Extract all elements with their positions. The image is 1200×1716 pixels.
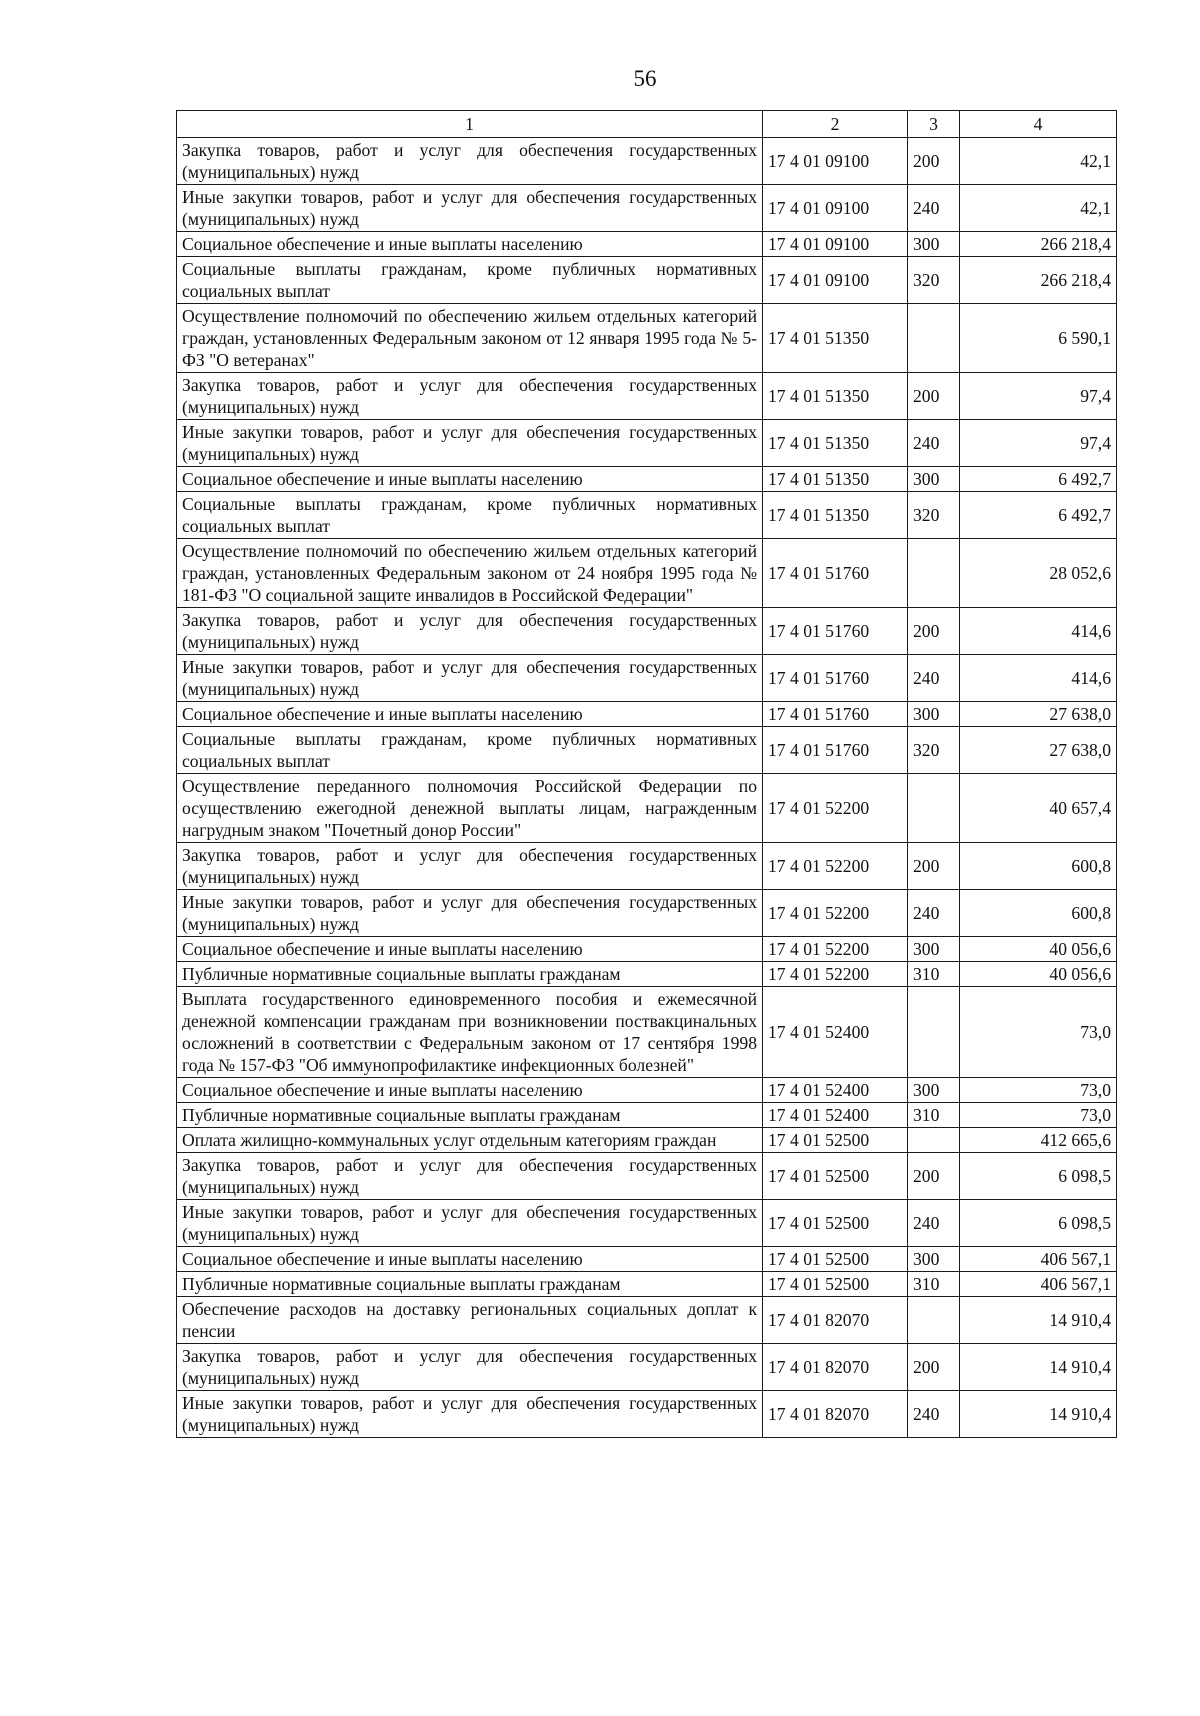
row-name-cell: Закупка товаров, работ и услуг для обеспечения государственных (муниципальных) нужд xyxy=(177,608,763,655)
table-row xyxy=(177,1078,1117,1103)
table-row xyxy=(177,727,1117,774)
row-name-cell: Иные закупки товаров, работ и услуг для обеспечения государственных (муниципальных) нужд xyxy=(177,890,763,937)
row-name-cell: Иные закупки товаров, работ и услуг для обеспечения государственных (муниципальных) нужд xyxy=(177,420,763,467)
row-kind-cell: 300 xyxy=(908,937,960,962)
row-sum-cell: 6 098,5 xyxy=(960,1200,1117,1247)
table-row xyxy=(177,539,1117,608)
row-kind-cell xyxy=(908,304,960,373)
row-name-cell: Обеспечение расходов на доставку региональных социальных доплат к пенсии xyxy=(177,1297,763,1344)
table-row xyxy=(177,232,1117,257)
row-kind-cell: 300 xyxy=(908,1247,960,1272)
row-sum-cell: 14 910,4 xyxy=(960,1297,1117,1344)
row-code-cell: 17 4 01 82070 xyxy=(763,1391,908,1438)
table-row xyxy=(177,373,1117,420)
table-row xyxy=(177,1103,1117,1128)
column-header-kind: 3 xyxy=(908,111,960,138)
row-code-cell: 17 4 01 52500 xyxy=(763,1272,908,1297)
row-sum-cell: 14 910,4 xyxy=(960,1391,1117,1438)
row-name-cell: Выплата государственного единовременного пособия и ежемесячной денежной компенсации гражданам при возникновении поствакцинальных осложнений в соответствии с Федеральным законом от 17 сентября 1998 года № 157-ФЗ "Об иммунопрофилактике инфекционных болезней" xyxy=(177,987,763,1078)
row-name-cell: Закупка товаров, работ и услуг для обеспечения государственных (муниципальных) нужд xyxy=(177,1344,763,1391)
row-sum-cell: 414,6 xyxy=(960,608,1117,655)
row-sum-cell: 27 638,0 xyxy=(960,702,1117,727)
row-sum-cell: 6 590,1 xyxy=(960,304,1117,373)
row-code-cell: 17 4 01 51760 xyxy=(763,727,908,774)
table-row xyxy=(177,304,1117,373)
row-code-cell: 17 4 01 52500 xyxy=(763,1247,908,1272)
row-kind-cell: 240 xyxy=(908,1391,960,1438)
row-code-cell: 17 4 01 09100 xyxy=(763,138,908,185)
row-name-cell: Иные закупки товаров, работ и услуг для обеспечения государственных (муниципальных) нужд xyxy=(177,1200,763,1247)
row-sum-cell: 40 657,4 xyxy=(960,774,1117,843)
row-kind-cell: 300 xyxy=(908,702,960,727)
row-kind-cell: 300 xyxy=(908,1078,960,1103)
row-sum-cell: 73,0 xyxy=(960,1103,1117,1128)
row-name-cell: Закупка товаров, работ и услуг для обеспечения государственных (муниципальных) нужд xyxy=(177,843,763,890)
row-code-cell: 17 4 01 51760 xyxy=(763,539,908,608)
row-sum-cell: 6 098,5 xyxy=(960,1153,1117,1200)
row-code-cell: 17 4 01 51350 xyxy=(763,420,908,467)
row-code-cell: 17 4 01 82070 xyxy=(763,1344,908,1391)
table-row xyxy=(177,987,1117,1078)
table-header-row xyxy=(177,111,1117,138)
table-row xyxy=(177,1128,1117,1153)
row-name-cell: Социальные выплаты гражданам, кроме публичных нормативных социальных выплат xyxy=(177,257,763,304)
row-name-cell: Закупка товаров, работ и услуг для обеспечения государственных (муниципальных) нужд xyxy=(177,373,763,420)
table-row xyxy=(177,1344,1117,1391)
row-name-cell: Иные закупки товаров, работ и услуг для обеспечения государственных (муниципальных) нужд xyxy=(177,655,763,702)
row-sum-cell: 42,1 xyxy=(960,185,1117,232)
table-row xyxy=(177,843,1117,890)
table-row xyxy=(177,890,1117,937)
table-row xyxy=(177,962,1117,987)
row-kind-cell: 320 xyxy=(908,492,960,539)
row-kind-cell xyxy=(908,774,960,843)
row-code-cell: 17 4 01 52400 xyxy=(763,1103,908,1128)
row-code-cell: 17 4 01 52200 xyxy=(763,962,908,987)
row-code-cell: 17 4 01 52500 xyxy=(763,1200,908,1247)
row-code-cell: 17 4 01 52500 xyxy=(763,1153,908,1200)
table-row xyxy=(177,1153,1117,1200)
table-row xyxy=(177,655,1117,702)
row-kind-cell: 200 xyxy=(908,1153,960,1200)
row-sum-cell: 28 052,6 xyxy=(960,539,1117,608)
row-code-cell: 17 4 01 51350 xyxy=(763,304,908,373)
row-sum-cell: 73,0 xyxy=(960,987,1117,1078)
row-code-cell: 17 4 01 52200 xyxy=(763,890,908,937)
table-row xyxy=(177,1247,1117,1272)
row-kind-cell: 200 xyxy=(908,843,960,890)
table-row xyxy=(177,492,1117,539)
column-header-sum: 4 xyxy=(960,111,1117,138)
row-kind-cell: 200 xyxy=(908,138,960,185)
row-sum-cell: 600,8 xyxy=(960,890,1117,937)
row-kind-cell: 310 xyxy=(908,962,960,987)
row-sum-cell: 42,1 xyxy=(960,138,1117,185)
row-name-cell: Социальное обеспечение и иные выплаты населению xyxy=(177,467,763,492)
row-name-cell: Социальные выплаты гражданам, кроме публичных нормативных социальных выплат xyxy=(177,492,763,539)
row-code-cell: 17 4 01 51350 xyxy=(763,467,908,492)
table-row xyxy=(177,702,1117,727)
row-kind-cell: 320 xyxy=(908,257,960,304)
row-name-cell: Осуществление полномочий по обеспечению жильем отдельных категорий граждан, установленных Федеральным законом от 24 ноября 1995 года № 181-ФЗ "О социальной защите инвалидов в Российской Федерации" xyxy=(177,539,763,608)
row-sum-cell: 40 056,6 xyxy=(960,937,1117,962)
row-sum-cell: 97,4 xyxy=(960,420,1117,467)
table-row xyxy=(177,774,1117,843)
row-sum-cell: 6 492,7 xyxy=(960,492,1117,539)
table-row xyxy=(177,608,1117,655)
row-code-cell: 17 4 01 09100 xyxy=(763,257,908,304)
table-row xyxy=(177,1391,1117,1438)
row-kind-cell: 240 xyxy=(908,420,960,467)
row-kind-cell: 240 xyxy=(908,655,960,702)
row-kind-cell: 200 xyxy=(908,1344,960,1391)
row-name-cell: Закупка товаров, работ и услуг для обеспечения государственных (муниципальных) нужд xyxy=(177,1153,763,1200)
row-code-cell: 17 4 01 52400 xyxy=(763,987,908,1078)
row-code-cell: 17 4 01 09100 xyxy=(763,232,908,257)
row-code-cell: 17 4 01 51760 xyxy=(763,702,908,727)
table-row xyxy=(177,1200,1117,1247)
row-sum-cell: 600,8 xyxy=(960,843,1117,890)
row-name-cell: Закупка товаров, работ и услуг для обеспечения государственных (муниципальных) нужд xyxy=(177,138,763,185)
row-kind-cell: 310 xyxy=(908,1272,960,1297)
row-code-cell: 17 4 01 51350 xyxy=(763,492,908,539)
row-sum-cell: 406 567,1 xyxy=(960,1247,1117,1272)
row-sum-cell: 14 910,4 xyxy=(960,1344,1117,1391)
row-kind-cell: 240 xyxy=(908,185,960,232)
table-row xyxy=(177,420,1117,467)
table-row xyxy=(177,1297,1117,1344)
budget-table xyxy=(176,110,1117,1438)
row-code-cell: 17 4 01 51350 xyxy=(763,373,908,420)
row-sum-cell: 266 218,4 xyxy=(960,232,1117,257)
row-kind-cell: 240 xyxy=(908,1200,960,1247)
row-name-cell: Иные закупки товаров, работ и услуг для обеспечения государственных (муниципальных) нужд xyxy=(177,185,763,232)
row-sum-cell: 406 567,1 xyxy=(960,1272,1117,1297)
row-name-cell: Публичные нормативные социальные выплаты гражданам xyxy=(177,1103,763,1128)
table-row xyxy=(177,185,1117,232)
row-name-cell: Социальные выплаты гражданам, кроме публичных нормативных социальных выплат xyxy=(177,727,763,774)
row-sum-cell: 73,0 xyxy=(960,1078,1117,1103)
row-sum-cell: 412 665,6 xyxy=(960,1128,1117,1153)
row-name-cell: Оплата жилищно-коммунальных услуг отдельным категориям граждан xyxy=(177,1128,763,1153)
row-name-cell: Осуществление полномочий по обеспечению жильем отдельных категорий граждан, установленных Федеральным законом от 12 января 1995 года № 5-ФЗ "О ветеранах" xyxy=(177,304,763,373)
table-row xyxy=(177,257,1117,304)
row-code-cell: 17 4 01 82070 xyxy=(763,1297,908,1344)
row-sum-cell: 266 218,4 xyxy=(960,257,1117,304)
page-number: 56 xyxy=(633,66,657,91)
row-sum-cell: 97,4 xyxy=(960,373,1117,420)
row-name-cell: Социальное обеспечение и иные выплаты населению xyxy=(177,232,763,257)
row-kind-cell: 320 xyxy=(908,727,960,774)
row-name-cell: Публичные нормативные социальные выплаты гражданам xyxy=(177,1272,763,1297)
row-code-cell: 17 4 01 51760 xyxy=(763,608,908,655)
row-sum-cell: 6 492,7 xyxy=(960,467,1117,492)
row-sum-cell: 40 056,6 xyxy=(960,962,1117,987)
row-code-cell: 17 4 01 52400 xyxy=(763,1078,908,1103)
row-kind-cell: 200 xyxy=(908,373,960,420)
row-name-cell: Публичные нормативные социальные выплаты гражданам xyxy=(177,962,763,987)
row-code-cell: 17 4 01 52200 xyxy=(763,937,908,962)
table-row xyxy=(177,467,1117,492)
row-kind-cell xyxy=(908,1297,960,1344)
row-code-cell: 17 4 01 51760 xyxy=(763,655,908,702)
row-kind-cell xyxy=(908,987,960,1078)
column-header-code: 2 xyxy=(763,111,908,138)
row-kind-cell: 300 xyxy=(908,467,960,492)
row-name-cell: Иные закупки товаров, работ и услуг для обеспечения государственных (муниципальных) нужд xyxy=(177,1391,763,1438)
row-kind-cell xyxy=(908,1128,960,1153)
row-name-cell: Социальное обеспечение и иные выплаты населению xyxy=(177,1247,763,1272)
row-kind-cell: 200 xyxy=(908,608,960,655)
table-row xyxy=(177,937,1117,962)
row-code-cell: 17 4 01 09100 xyxy=(763,185,908,232)
row-kind-cell: 240 xyxy=(908,890,960,937)
row-code-cell: 17 4 01 52200 xyxy=(763,843,908,890)
row-name-cell: Социальное обеспечение и иные выплаты населению xyxy=(177,1078,763,1103)
column-header-name: 1 xyxy=(177,111,763,138)
row-sum-cell: 414,6 xyxy=(960,655,1117,702)
table-row xyxy=(177,1272,1117,1297)
row-sum-cell: 27 638,0 xyxy=(960,727,1117,774)
row-code-cell: 17 4 01 52200 xyxy=(763,774,908,843)
row-name-cell: Осуществление переданного полномочия Российской Федерации по осуществлению ежегодной денежной выплаты лицам, награжденным нагрудным знаком "Почетный донор России" xyxy=(177,774,763,843)
row-name-cell: Социальное обеспечение и иные выплаты населению xyxy=(177,702,763,727)
row-kind-cell xyxy=(908,539,960,608)
row-name-cell: Социальное обеспечение и иные выплаты населению xyxy=(177,937,763,962)
row-code-cell: 17 4 01 52500 xyxy=(763,1128,908,1153)
row-kind-cell: 310 xyxy=(908,1103,960,1128)
table-row xyxy=(177,138,1117,185)
row-kind-cell: 300 xyxy=(908,232,960,257)
